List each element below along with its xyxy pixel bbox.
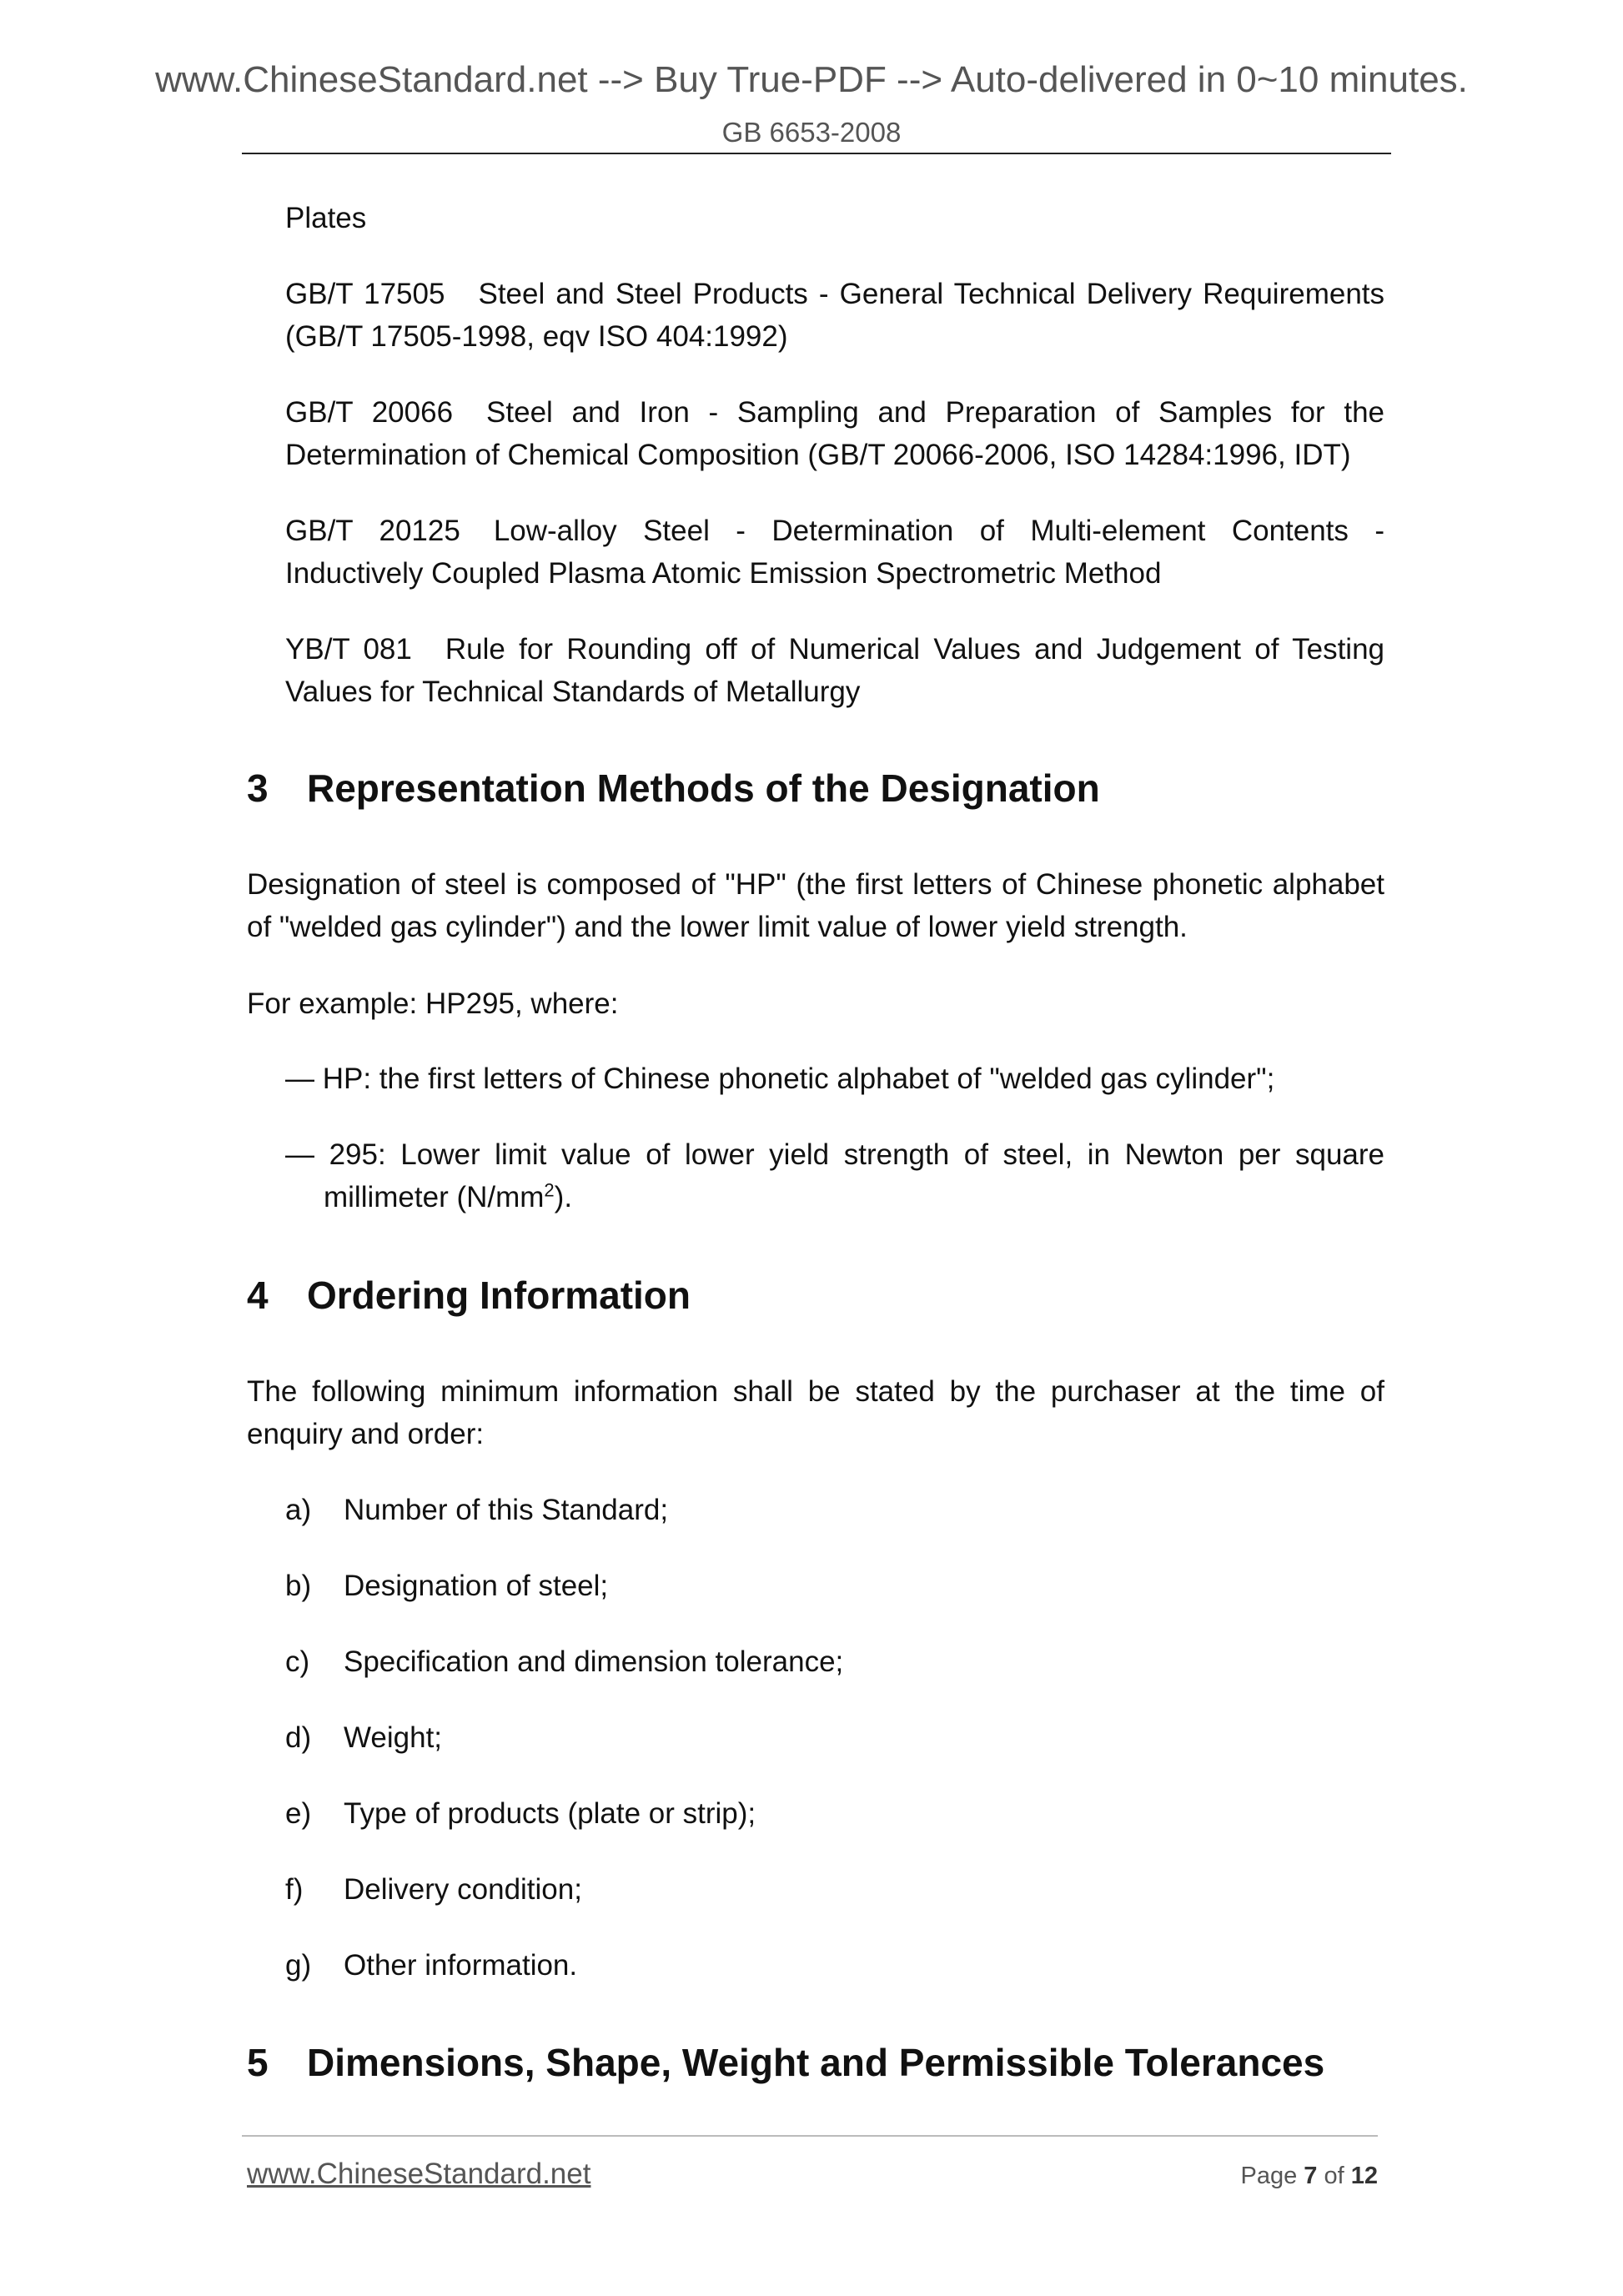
list-marker: c)	[285, 1645, 310, 1678]
reference-item	[285, 628, 1384, 713]
list-item	[285, 1640, 1384, 1683]
footer-divider	[242, 2135, 1378, 2137]
section-5-heading	[247, 2040, 1384, 2086]
reference-item	[285, 510, 1384, 595]
list-text: Delivery condition;	[344, 1873, 582, 1906]
list-item	[285, 1944, 1384, 1987]
reference-code: GB/T 17505	[285, 278, 445, 310]
reference-plates-continuation: Plates	[285, 202, 367, 234]
list-item	[285, 1565, 1384, 1607]
section-3-heading	[247, 766, 1384, 811]
dash-item-295: — 295: Lower limit value of lower yield strength of steel, in Newton per square millimeter $(N/mm^2)$.	[285, 1138, 1384, 1213]
list-item	[285, 1792, 1384, 1835]
reference-code: YB/T 081	[285, 633, 412, 666]
list-marker: a)	[285, 1494, 312, 1526]
list-text: Type of products (plate or strip);	[344, 1797, 756, 1830]
section-number: 4	[247, 1274, 269, 1317]
section-4-intro: The following minimum information shall be stated by the purchaser at the time of enquiry and order:	[247, 1375, 1384, 1450]
list-marker: b)	[285, 1570, 312, 1602]
list-text: Other information.	[344, 1949, 578, 1982]
list-marker: f)	[285, 1873, 304, 1906]
list-item	[285, 1868, 1384, 1911]
reference-title: Steel and Iron - Sampling and Preparation of Samples for the Determination of Chemical Composition (GB/T 20066-2006, ISO 14284:1996, IDT)	[285, 396, 1385, 471]
footer-website-link[interactable]: www.ChineseStandard.net	[247, 2158, 591, 2190]
reference-code: GB/T 20125	[285, 515, 460, 547]
reference-title: Low-alloy Steel - Determination of Multi-element Contents - Inductively Coupled Plasma Atomic Emission Spectrometric Method	[285, 515, 1384, 590]
section-4-heading	[247, 1273, 1384, 1319]
page-number: Page 7 of 12	[1240, 2163, 1378, 2189]
reference-title: Steel and Steel Products - General Technical Delivery Requirements (GB/T 17505-1998, eqv ISO 404:1992)	[285, 278, 1385, 353]
header-divider	[242, 153, 1391, 154]
section-title: Dimensions, Shape, Weight and Permissible Tolerances	[307, 2041, 1325, 2084]
list-text: Specification and dimension tolerance;	[344, 1645, 844, 1678]
list-item	[285, 1716, 1384, 1759]
reference-title: Rule for Rounding off of Numerical Values and Judgement of Testing Values for Technical Standards of Metallurgy	[285, 633, 1384, 708]
reference-item	[285, 273, 1384, 358]
list-marker: d)	[285, 1721, 312, 1754]
section-number: 5	[247, 2041, 269, 2084]
section-title: Representation Methods of the Designation	[307, 766, 1100, 810]
section-3-example: For example: HP295, where:	[247, 987, 619, 1020]
list-marker: g)	[285, 1949, 312, 1982]
list-marker: e)	[285, 1797, 312, 1830]
list-text: Number of this Standard;	[344, 1494, 669, 1526]
list-text: Designation of steel;	[344, 1570, 609, 1602]
list-item	[285, 1489, 1384, 1531]
section-title: Ordering Information	[307, 1274, 691, 1317]
section-3-intro: Designation of steel is composed of "HP" (the first letters of Chinese phonetic alphabet of "welded gas cylinder") and the lower limit value of lower yield strength.	[247, 868, 1384, 943]
reference-item	[285, 391, 1384, 476]
header-standard-number: GB 6653-2008	[721, 117, 902, 148]
dash-item-hp: — HP: the first letters of Chinese phonetic alphabet of "welded gas cylinder";	[285, 1063, 1275, 1095]
reference-code: GB/T 20066	[285, 396, 454, 429]
list-text: Weight;	[344, 1721, 443, 1754]
section-number: 3	[247, 766, 269, 810]
header-banner[interactable]: www.ChineseStandard.net --> Buy True-PDF --> Auto-delivered in 0~10 minutes.	[155, 59, 1468, 100]
superscript: 2	[544, 1179, 555, 1201]
